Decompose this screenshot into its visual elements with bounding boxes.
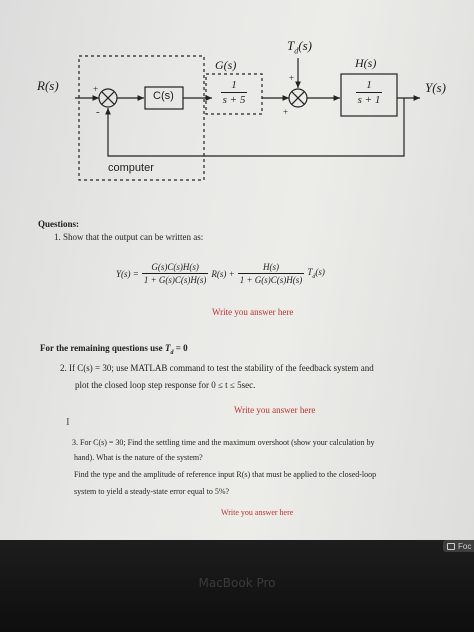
equation-lhs: Y(s) = <box>116 268 139 279</box>
disturbance-label: $T_d(s)$ <box>287 38 312 56</box>
text-cursor-icon: I <box>66 416 70 428</box>
question-2-line-1: 2. If C(s) = 30; use MATLAB command to test the stability of the feedback system and <box>60 363 374 373</box>
focus-icon <box>447 543 455 550</box>
answer-placeholder-2[interactable]: Write you answer here <box>234 405 316 415</box>
feedback-path <box>108 98 404 156</box>
questions-heading: Questions: <box>38 219 80 229</box>
answer-placeholder-1[interactable]: Write you answer here <box>212 307 294 317</box>
controller-label: C(s) <box>153 90 174 102</box>
plant-transfer-function <box>215 79 253 106</box>
equation-tail: $T_d(s)$ <box>307 267 325 280</box>
plant-denominator: s + 5 <box>222 94 246 106</box>
sum2-top-plus-sign: + <box>289 73 295 83</box>
sum1-minus-sign: - <box>96 106 100 118</box>
question-3-line-2: hand). What is the nature of the system? <box>74 453 203 462</box>
remaining-questions-heading: For the remaining questions use $T_d = 0$ <box>40 343 188 356</box>
plant-label: G(s) <box>215 58 237 72</box>
sensor-transfer-function <box>349 79 389 106</box>
computer-label: computer <box>108 162 154 174</box>
equation-fraction-1-numerator: G(s)C(s)H(s) <box>151 262 199 272</box>
focus-button[interactable] <box>443 540 474 552</box>
output-equation <box>116 262 325 285</box>
equation-middle: R(s) + <box>211 268 235 279</box>
focus-label: Foc <box>458 541 472 551</box>
sum2-bottom-plus-sign: + <box>283 107 289 117</box>
question-2-line-2: plot the closed loop step response for 0 ≤ t ≤ 5sec. <box>75 380 256 390</box>
bezel-brand-text: MacBook Pro <box>198 576 276 590</box>
question-1: 1. Show that the output can be written as: <box>54 232 204 242</box>
equation-fraction-1-denominator: 1 + G(s)C(s)H(s) <box>143 275 207 285</box>
sensor-numerator: 1 <box>366 79 372 91</box>
input-label: R(s) <box>37 78 59 93</box>
equation-fraction-2-numerator: H(s) <box>263 262 280 272</box>
question-3-line-4: system to yield a steady-state error equal to 5%? <box>74 487 230 496</box>
output-label: Y(s) <box>425 80 446 95</box>
sensor-denominator: s + 1 <box>357 94 381 106</box>
sum1-plus-sign: + <box>93 84 99 94</box>
question-3-line-1: 3. For C(s) = 30; Find the settling time and the maximum overshoot (show your calculation by <box>72 438 375 447</box>
sensor-label: H(s) <box>355 56 377 70</box>
equation-fraction-2-denominator: 1 + G(s)C(s)H(s) <box>239 275 303 285</box>
plant-numerator: 1 <box>231 79 237 91</box>
answer-placeholder-3[interactable]: Write you answer here <box>221 508 294 517</box>
question-3-line-3: Find the type and the amplitude of reference input R(s) that must be applied to the closed-loop <box>74 470 377 479</box>
